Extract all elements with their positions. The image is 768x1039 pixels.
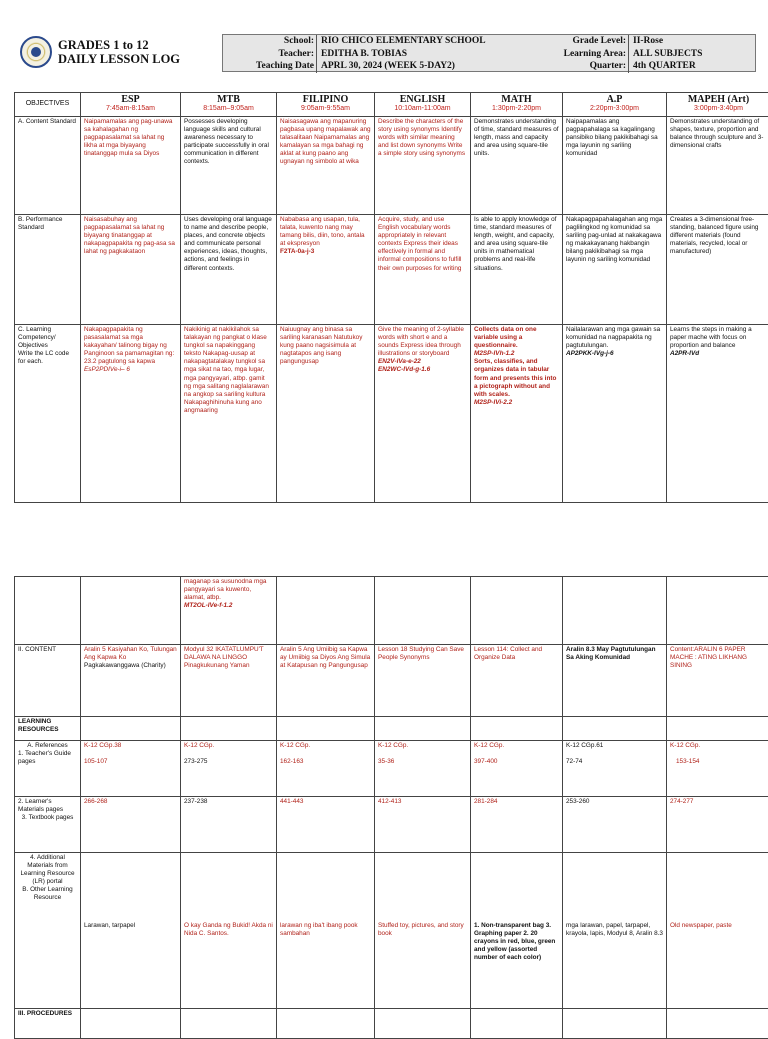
- tg-pages: 105-107: [84, 758, 177, 766]
- cell-filipino: 441-443: [277, 797, 375, 853]
- cell-ap: [563, 853, 667, 1009]
- cell-esp: [81, 325, 181, 503]
- content-resources-table: [14, 576, 768, 1039]
- cell-mapeh: 274-277: [667, 797, 768, 853]
- tg-pages: 35-36: [378, 758, 467, 766]
- cell-math: Demonstrates understanding of time, standard measures of length, mass and capacity and area using square-tile units.: [471, 117, 563, 215]
- cell-text: 1. Non-transparent bag 3. Graphing paper 2. 20 crayons in red, blue, green and yellow (assorted number of each color): [474, 922, 559, 962]
- cell-ap: Naipapamalas ang pagpapahalaga sa kagalingang pansibiko bilang pakikibahagi sa mga layunin ng sariling komunidad: [563, 117, 667, 215]
- cell-filipino: [277, 853, 375, 1009]
- learning-resources-row: [15, 717, 768, 741]
- cell-mapeh: [667, 853, 768, 1009]
- cell-text: Nababasa ang usapan, tula, talata, kuwento nang may tamang bilis, diin, tono, antala at ekspresyon: [280, 216, 365, 247]
- cell-esp: [81, 853, 181, 1009]
- cg-ref: K-12 CGp.38: [84, 742, 177, 750]
- subject-time: 9:05am-9:55am: [280, 105, 371, 113]
- cell-text: Aralin 5 Kasiyahan Ko, Tulungan Ang Kapwa Ko: [84, 646, 177, 661]
- empty-cell: [15, 577, 81, 645]
- cell-ap: Nakapagpapahalagahan ang mga paglilingkod ng komunidad sa sariling pag-unlad at nakakagawa ng makakayanang hakbangin bilang pakikibahagi sa mga layunin ng sariling komunidad: [563, 215, 667, 325]
- content-standard-label: A. Content Standard: [15, 117, 81, 215]
- competency-label: [15, 325, 81, 503]
- cell-mtb: Nakikinig at nakikilahok sa talakayan ng pangkat o klase tungkol sa napakinggang teksto Nakapag-uusap at nakapagtatalakay tungkol sa mga sikat na tao, mga lugar, mga pangyayari, atbp. gamit ng mga salitang naglalarawan na angkop sa sariling kultura Nakapaghihinuha kung ano angmaaring: [181, 325, 277, 503]
- cell-filipino: Aralin 5 Ang Umiibig sa Kapwa ay Umiibig sa Diyos Ang Simula at Katapusan ng Pangungusap: [277, 645, 375, 717]
- cell-esp: Naipamamalas ang pag-unawa sa kahalagahan ng pagpapasalamat sa lahat ng likha at mga biyayang tinatanggap mula sa Diyos: [81, 117, 181, 215]
- subject-header-math: [471, 93, 563, 117]
- lc-code: EN2WC-IVd-g-1.6: [378, 366, 430, 373]
- empty-cell: [667, 577, 768, 645]
- quarter-label: Quarter:: [534, 60, 626, 73]
- tg-pages: 397-400: [474, 758, 559, 766]
- spacer: [280, 854, 371, 922]
- learning-area-label: Learning Area:: [534, 48, 626, 61]
- subjects-header-row: [15, 93, 768, 117]
- cell-english: Describe the characters of the story using synonyms Identify words with similar meaning and list down synonyms Write a simple story using synonyms: [375, 117, 471, 215]
- subject-time: 3:00pm-3:40pm: [670, 105, 767, 113]
- cell-text: Learns the steps in making a paper mache with focus on proportion and balance: [670, 326, 752, 349]
- cell-text: Larawan, tarpapel: [84, 922, 177, 930]
- header-labels-right: [534, 35, 626, 73]
- cell-math: [471, 741, 563, 797]
- cell-text: maganap sa susunodna mga pangyayari sa kuwento, alamat, atbp.: [184, 578, 266, 601]
- teaching-date-value: APRL 30, 2024 (WEEK 5-DAY2): [316, 60, 516, 73]
- cell-english: Lesson 18 Studying Can Save People Synonyms: [375, 645, 471, 717]
- lc-code: EsP2PDIVe-i– 6: [84, 366, 130, 373]
- title-line-2: DAILY LESSON LOG: [58, 52, 180, 66]
- subject-header-mapeh: [667, 93, 768, 117]
- cell-mapeh: Creates a 3-dimensional free-standing, balanced figure using different materials (found materials, recycled, local or manufactured): [667, 215, 768, 325]
- cell-english: [375, 853, 471, 1009]
- school-label: School:: [228, 35, 314, 48]
- spacer: [670, 854, 767, 922]
- cell-filipino: Naiuugnay ang binasa sa sariling karanasan Natutukoy kung paano nagsisimula at nagtatapos ang isang pangungusap: [277, 325, 375, 503]
- subject-name: MAPEH (Art): [670, 94, 767, 105]
- cell-english: [375, 325, 471, 503]
- cell-text: O kay Ganda ng Bukid! Akda ni Nida C. Santos.: [184, 922, 273, 938]
- cell-text: mga larawan, papel, tarpapel, krayola, lapis, Modyul 8, Aralin 8.3: [566, 922, 663, 938]
- lc-code: A2PR-IVd: [670, 350, 699, 357]
- cell-esp: 266-268: [81, 797, 181, 853]
- cell-mapeh: [667, 325, 768, 503]
- spacer: [378, 854, 467, 922]
- cell-math: Lesson 114: Collect and Organize Data: [471, 645, 563, 717]
- cell-math: [471, 325, 563, 503]
- empty-cell: [277, 717, 375, 741]
- subject-name: ESP: [84, 94, 177, 105]
- cell-mapeh: Content:ARALIN 6 PAPER MACHE : ATING LIKHANG SINING: [667, 645, 768, 717]
- empty-cell: [375, 577, 471, 645]
- cg-ref: K-12 CGp.: [184, 742, 273, 750]
- grade-level-value: II-Rose: [628, 35, 754, 48]
- cell-esp: [81, 741, 181, 797]
- performance-standard-label: B. Performance Standard: [15, 215, 81, 325]
- competency-label-sub: Write the LC code for each.: [18, 350, 69, 365]
- empty-cell: [563, 577, 667, 645]
- empty-cell: [277, 577, 375, 645]
- cell-ap: 253-260: [563, 797, 667, 853]
- cell-ap: [563, 741, 667, 797]
- content-row: [15, 645, 768, 717]
- cell-subtext: Pagkakawanggawa (Charity): [84, 662, 166, 669]
- empty-cell: [563, 717, 667, 741]
- cell-mtb: 237-238: [181, 797, 277, 853]
- cell-mtb: Uses developing oral language to name and describe people, places, and concrete objects and communicate personal experiences, ideas, thoughts, actions, and feelings in different contexts.: [181, 215, 277, 325]
- cell-filipino: [277, 215, 375, 325]
- cell-ap: [563, 325, 667, 503]
- quarter-value: 4th QUARTER: [628, 60, 754, 73]
- cell-text: Collects data on one variable using a questionnaire.: [474, 326, 537, 349]
- cell-text: Nailalarawan ang mga gawain sa komunidad na nagpapakita ng pagtutulungan.: [566, 326, 660, 349]
- subject-time: 2:20pm-3:00pm: [566, 105, 663, 113]
- title-line-1: GRADES 1 to 12: [58, 38, 180, 52]
- cell-ap: Aralin 8.3 May Pagtutulungan Sa Aking Komunidad: [563, 645, 667, 717]
- cg-ref: K-12 CGp.: [474, 742, 559, 750]
- continuation-row: [15, 577, 768, 645]
- lc-code: F2TA-0a-j-3: [280, 248, 314, 255]
- subject-header-english: [375, 93, 471, 117]
- cell-math: 281-284: [471, 797, 563, 853]
- learning-area-value: ALL SUBJECTS: [628, 48, 754, 61]
- deped-seal-icon: [20, 36, 52, 68]
- additional-materials-label: [15, 853, 81, 1009]
- lc-code: EN2V-IVa-e-22: [378, 358, 421, 365]
- subject-time: 7:45am-8:15am: [84, 105, 177, 113]
- subject-header-ap: [563, 93, 667, 117]
- cell-english: 412-413: [375, 797, 471, 853]
- cell-mapeh: [667, 741, 768, 797]
- lc-code: M2SP-IVi-2.2: [474, 399, 512, 406]
- tg-pages: 162-163: [280, 758, 371, 766]
- subject-name: FILIPINO: [280, 94, 371, 105]
- cell-mtb: [181, 853, 277, 1009]
- cell-english: Acquire, study, and use English vocabulary words appropriately in relevant contexts Express their ideas effectively in formal and informal compositions to fulfill their own purposes for writing: [375, 215, 471, 325]
- spacer: [474, 854, 559, 922]
- spacer: [84, 854, 177, 922]
- subject-name: MATH: [474, 94, 559, 105]
- cell-math: [471, 853, 563, 1009]
- subject-time: 1:30pm-2:20pm: [474, 105, 559, 113]
- cg-ref: K-12 CGp.: [280, 742, 371, 750]
- competency-label-main: C. Learning Competency/ Objectives: [18, 326, 56, 349]
- document-title: [58, 38, 180, 66]
- objectives-table: [14, 92, 768, 503]
- learner-materials-label: [15, 797, 81, 853]
- cell-esp: [81, 645, 181, 717]
- performance-standard-row: [15, 215, 768, 325]
- learner-materials-label-main: 2. Learner's Materials pages: [18, 798, 77, 814]
- teacher-label: Teacher:: [228, 48, 314, 61]
- cell-text: Give the meaning of 2-syllable words with short e and a sounds Express idea through illustrations or storyboard: [378, 326, 464, 357]
- objectives-label: OBJECTIVES: [15, 93, 81, 117]
- empty-cell: [375, 717, 471, 741]
- subject-time: 10:10am-11:00am: [378, 105, 467, 113]
- cell-mtb: Modyul 32 IKATATLUMPU'T DALAWA NA LINGGO Pinagkukunang Yaman: [181, 645, 277, 717]
- competency-row: [15, 325, 768, 503]
- lc-code: M2SP-IVh-1.2: [474, 350, 515, 357]
- cell-mtb: Possesses developing language skills and cultural awareness necessary to participate successfully in oral communication in different contexts.: [181, 117, 277, 215]
- references-label-main: A. References: [18, 742, 77, 750]
- school-value: RIO CHICO ELEMENTARY SCHOOL: [316, 35, 516, 48]
- cell-english: [375, 741, 471, 797]
- cell-math: Is able to apply knowledge of time, standard measures of length, weight, and capacity, and area using square-tile units in mathematical problems and real-life situations.: [471, 215, 563, 325]
- additional-materials-row: [15, 853, 768, 1009]
- subject-header-filipino: [277, 93, 375, 117]
- references-label-sub: 1. Teacher's Guide pages: [18, 750, 77, 766]
- subject-name: MTB: [184, 94, 273, 105]
- empty-cell: [81, 717, 181, 741]
- other-resources-label: B. Other Learning Resource: [18, 886, 77, 902]
- subject-header-esp: [81, 93, 181, 117]
- references-row: [15, 741, 768, 797]
- header-labels-left: [228, 35, 314, 73]
- spacer: [566, 854, 663, 922]
- cell-mtb: [181, 577, 277, 645]
- cg-ref: K-12 CGp.61: [566, 742, 663, 750]
- spacer: [184, 854, 273, 922]
- subject-header-mtb: [181, 93, 277, 117]
- teaching-date-label: Teaching Date: [228, 60, 314, 73]
- lc-code: MT2OL-IVe-f-1.2: [184, 602, 232, 609]
- subject-time: 8:15am–9:05am: [184, 105, 273, 113]
- cg-ref: K-12 CGp.: [378, 742, 467, 750]
- teacher-value: EDITHA B. TOBIAS: [316, 48, 516, 61]
- procedures-label: III. PROCEDURES: [15, 1009, 81, 1039]
- cell-esp: Naisasabuhay ang pagpapasalamat sa lahat ng biyayang tinatanggap at nakapagpapakita ng pag-asa sa lahat ng pagkakataon: [81, 215, 181, 325]
- learner-materials-row: [15, 797, 768, 853]
- cell-mtb: [181, 741, 277, 797]
- lc-code: AP2PKK-IVg-j-6: [566, 350, 614, 357]
- lesson-log-header: [14, 34, 756, 72]
- empty-cell: [471, 577, 563, 645]
- tg-pages: 273-275: [184, 758, 273, 766]
- subject-name: A.P: [566, 94, 663, 105]
- tg-pages: 72-74: [566, 758, 663, 766]
- cg-ref: K-12 CGp.: [670, 742, 767, 750]
- references-label: [15, 741, 81, 797]
- cell-text: Stuffed toy, pictures, and story book: [378, 922, 467, 938]
- cell-text: larawan ng iba't ibang pook sambahan: [280, 922, 371, 938]
- cell-filipino: [277, 741, 375, 797]
- cell-text: Nakapagpapakita ng pasasalamat sa mga kakayahan/ talinong bigay ng Panginoon sa pamamagitan ng: 23.2 pagtulong sa kapwa: [84, 326, 174, 365]
- header-values-right: [628, 35, 754, 73]
- subject-name: ENGLISH: [378, 94, 467, 105]
- content-standard-row: [15, 117, 768, 215]
- learning-resources-label: LEARNING RESOURCES: [15, 717, 81, 741]
- empty-cell: [181, 717, 277, 741]
- grade-level-label: Grade Level:: [534, 35, 626, 48]
- empty-cell: [471, 717, 563, 741]
- cell-text: Sorts, classifies, and organizes data in tabular form and presents this into a pictograph without and with scales.: [474, 358, 556, 397]
- content-label: II. CONTENT: [15, 645, 81, 717]
- empty-cell: [667, 717, 768, 741]
- empty-cell: [81, 577, 181, 645]
- cell-filipino: Naisasagawa ang mapanuring pagbasa upang mapalawak ang talasalitaan Naipamamalas ang kamalayan sa mga bahagi ng aklat at kung paano ang ugnayan ng simbolo at wika: [277, 117, 375, 215]
- textbook-pages-label: 3. Textbook pages: [18, 814, 77, 822]
- tg-pages: 153-154: [670, 758, 767, 766]
- cell-text: Old newspaper, paste: [670, 922, 767, 930]
- lr-portal-label: 4. Additional Materials from Learning Resource (LR) portal: [18, 854, 77, 886]
- header-values-left: [316, 35, 516, 73]
- cell-mapeh: Demonstrates understanding of shapes, texture, proportion and balance through sculpture and 3-dimensional crafts: [667, 117, 768, 215]
